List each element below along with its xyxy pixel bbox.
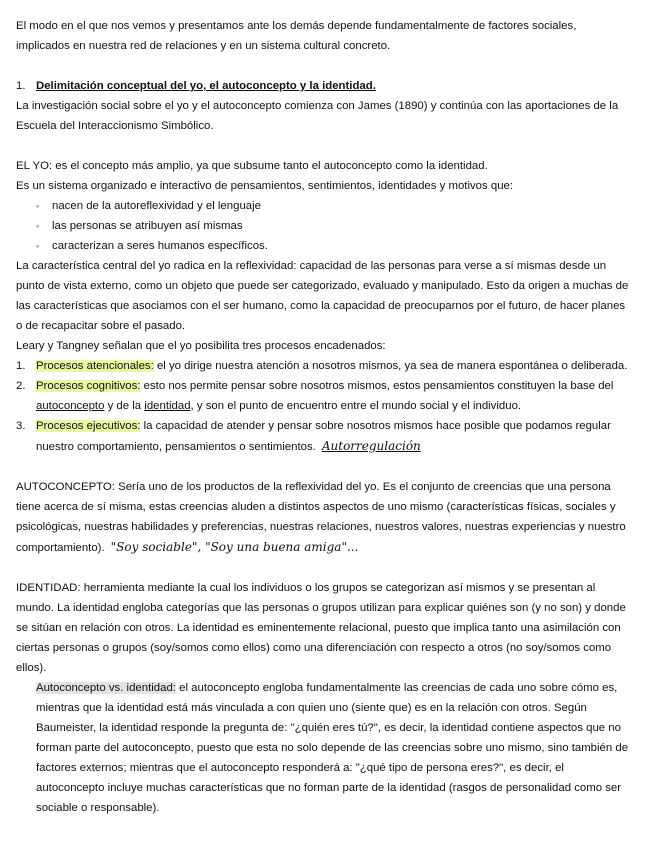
process-text: el yo dirige nuestra atención a nosotros mismos, ya sea de manera espontánea o deliberada. xyxy=(153,360,628,372)
identidad-paragraph: IDENTIDAD: herramienta mediante la cual los individuos o los grupos se categorizan así mismos y se presentan al mundo. La identidad engloba categorías que las personas o grupos utilizan para explicar quiénes son (y no son) y donde se sitúan en relación con otros. La identidad es eminentemente relacional, puesto que implica tanto una asimilación con ciertas personas o grupos (soy/somos como ellos) como una diferenciación con respecto a otros (no soy/somos como ellos). xyxy=(16,582,626,674)
underlined-term: autoconcepto xyxy=(36,400,105,412)
autoconcepto-text: AUTOCONCEPTO: Sería uno de los productos de la reflexividad del yo. Es el conjunto de creencias que una persona tiene acerca de sí misma, estas creencias aluden a distintos aspectos de uno mismo (características físicas, sociales y psicológicas, nuestras habilidades y preferencias, nuestras relaciones, nuestros valores, nuestras experiencias y nuestro comportamiento). xyxy=(16,481,626,554)
list-item: ◦ caracterizan a seres humanos específicos. xyxy=(36,236,632,256)
section-heading xyxy=(16,76,632,96)
list-item: ◦ nacen de la autoreflexividad y el lenguaje xyxy=(36,196,632,216)
leary-paragraph: Leary y Tangney señalan que el yo posibilita tres procesos encadenados: xyxy=(16,340,386,352)
intro-paragraph: El modo en el que nos vemos y presentamos ante los demás depende fundamentalmente de factores sociales, implicados en nuestra red de relaciones y en un sistema cultural concreto. xyxy=(16,20,577,52)
section-title: Delimitación conceptual del yo, el autoconcepto y la identidad. xyxy=(36,80,376,92)
process-text: la capacidad de atender y pensar sobre nosotros mismos hace posible que podamos regular nuestro comportamiento, pensamientos o sentimientos. xyxy=(36,420,611,453)
processes-list xyxy=(16,356,632,457)
process-text: esto nos permite pensar sobre nosotros mismos, estos pensamientos constituyen la base del xyxy=(140,380,614,392)
handwritten-note: Autorregulación xyxy=(321,439,421,453)
comparison-text: el autoconcepto engloba fundamentalmente las creencias de cada uno sobre cómo es, mientras que la identidad está más vinculada a con quien uno (siente que) es en la relación con otros. Según Baumeister, la identidad responde la pregunta de: "¿quién eres tú?", es decir, la identidad contiene aspectos que no forman parte del autoconcepto, puesto que esta no solo depende de las creencias sobre uno mismo, sino también de factores externos; mientras que el autoconcepto responderá a: "¿qué tipo de persona eres?", es decir, el autoconcepto incluye muchas características que no forman parte de la identidad (rasgos de personalidad como ser sociable o responsable). xyxy=(36,682,629,814)
list-item: ◦ las personas se atribuyen así mismas xyxy=(36,216,632,236)
highlighted-term: Procesos atencionales: xyxy=(36,360,154,372)
highlighted-term: Procesos ejecutivos: xyxy=(36,420,141,432)
yo-bullets xyxy=(16,196,632,256)
process-text: , y son el punto de encuentro entre el mundo social y el individuo. xyxy=(190,400,522,412)
yo-definition: EL YO: es el concepto más amplio, ya que subsume tanto el autoconcepto como la identidad. xyxy=(16,160,488,172)
process-text: y de la xyxy=(104,400,145,412)
highlighted-term: Procesos cognitivos: xyxy=(36,380,141,392)
section-number: 1. xyxy=(16,80,26,92)
yo-system: Es un sistema organizado e interactivo de pensamientos, sentimientos, identidades y motivos que: xyxy=(16,180,514,192)
handwritten-note: "Soy sociable", "Soy una buena amiga"... xyxy=(110,540,359,554)
section-intro: La investigación social sobre el yo y el autoconcepto comienza con James (1890) y continúa con las aportaciones de la Escuela del Interaccionismo Simbólico. xyxy=(16,100,619,132)
list-number: 1. xyxy=(16,360,26,372)
underlined-term: identidad xyxy=(144,400,191,412)
autoconcepto-paragraph xyxy=(16,477,632,558)
list-item xyxy=(16,356,632,376)
list-number: 3. xyxy=(16,420,26,432)
list-number: 2. xyxy=(16,380,26,392)
list-item xyxy=(16,416,632,457)
list-item xyxy=(16,376,632,416)
comparison-paragraph xyxy=(16,678,632,818)
highlighted-term: Autoconcepto vs. identidad: xyxy=(36,682,176,694)
reflexividad-paragraph: La característica central del yo radica en la reflexividad: capacidad de las personas para verse a sí mismas desde un punto de vista externo, como un objeto que puede ser categorizado, evaluado y manipulado. Esto da origen a muchas de las características que asociamos con el ser humano, como la capacidad de preocuparnos por el futuro, de hacer planes o de recapacitar sobre el pasado. xyxy=(16,260,629,332)
